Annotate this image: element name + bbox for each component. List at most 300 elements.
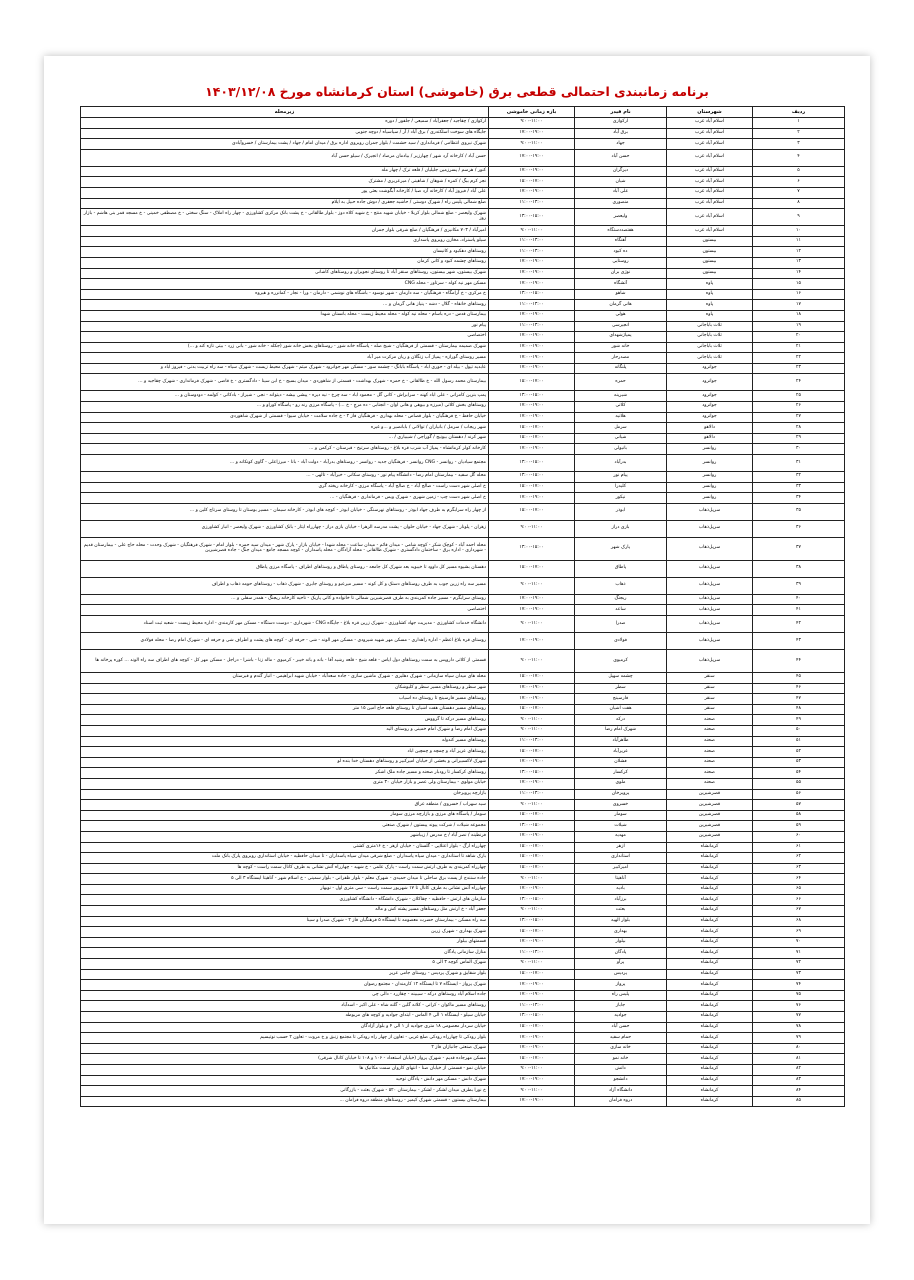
table-row	[81, 683, 845, 694]
row-number-cell: ۳۸	[753, 560, 845, 577]
time-cell: ۱۱:۰۰-۱۳:۰۰	[489, 736, 575, 747]
zone-cell: روستاهای مسیر فارسینج تا روستای ده اسیاب	[81, 694, 489, 705]
feeder-cell: هانی گرمان	[575, 300, 667, 311]
zone-cell: مسیر روستای گورازه - پمپاژ آب زنگلان و ریان مرکزت میر آباد	[81, 353, 489, 364]
zone-cell: ضلع شمالی پلیس راه / شهرک دوستی / حاشیه جعفری / دوش جاده حبیل به ایلام	[81, 198, 489, 209]
zone-cell: روستاهای خانقاه - گلال - دشه - پنیاز هانی گرمان و ...	[81, 300, 489, 311]
zone-cell: چهارراه آتش نشانی به طرف کانال تا ۱۷ شهریور سمت راست - سی متری اول - نوبهار	[81, 884, 489, 895]
table-row	[81, 874, 845, 885]
feeder-cell: پیام نور	[575, 472, 667, 483]
zone-cell: شهرک امام رضا و شهرک امام خمینی و روستای الیه	[81, 725, 489, 736]
feeder-cell: سطر	[575, 683, 667, 694]
time-cell: ۱۳:۰۰-۱۵:۰۰	[489, 768, 575, 779]
time-cell: ۱۷:۰۰-۱۹:۰۰	[489, 831, 575, 842]
city-cell: قصرشیرین	[667, 789, 753, 800]
table-row	[81, 187, 845, 198]
outage-schedule-table	[80, 106, 845, 1107]
feeder-cell: آناهیتا	[575, 874, 667, 885]
table-row	[81, 503, 845, 520]
time-cell: ۱۷:۰۰-۱۹:۰۰	[489, 279, 575, 290]
zone-cell: چهارراه ارگ - بلوار اعتلاپی - گلستان - خیابان ازهر - خ ۱۶متری کشتی	[81, 842, 489, 853]
feeder-cell: بیلوار	[575, 937, 667, 948]
row-number-cell: ۲۰	[753, 332, 845, 343]
page-title: برنامه زمانبندی احتمالی قطعی برق (خاموشی) استان کرمانشاه مورخ ۱۴۰۳/۱۲/۰۸	[205, 84, 709, 99]
feeder-cell: بازی دراز	[575, 520, 667, 537]
zone-cell: جعفر آباد - خ ارتش مثل روستاهای مسیر پشته کش و ماله	[81, 906, 489, 917]
city-cell: ثلاث باباجانی	[667, 332, 753, 343]
time-cell: ۱۱:۰۰-۱۳:۰۰	[489, 321, 575, 332]
zone-cell: بیمارستان محمد رسول الله - خ طالقانی - خ حمزه - شهرک بهداشت - قسمتی از شاهوردی - میدان بسیج - خ ابن سینا - دادگستری - خ قاضی - شهرک فرمانداری - شهرک چقاجید و ...	[81, 374, 489, 391]
zone-cell: روستاهای دهکبود و کانیسان	[81, 247, 489, 258]
table-row	[81, 895, 845, 906]
table-row	[81, 594, 845, 605]
table-row	[81, 1022, 845, 1033]
table-row	[81, 363, 845, 374]
zone-cell: جاده اسلام آباد روستاهای درکه - سیبینه - چقازرد - دالی چی	[81, 990, 489, 1001]
table-row	[81, 650, 845, 673]
city-cell: کرمانشاه	[667, 937, 753, 948]
table-row	[81, 768, 845, 779]
feeder-cell: جهاد	[575, 139, 667, 150]
zone-cell: قسمتی از کلاتی داروپس به سمت روستاهای دول ایاس - قلعه شیخ - قلعه رشید آقا - بانه و بانه خیبر - کرمیوی - ماله زنا - باشرا - دراجل - مسکن مهر کل - کوچه های اطراف سه راه الوند ... کوره پزخانه ها	[81, 650, 489, 673]
table-row	[81, 1054, 845, 1065]
feeder-cell: بانیولی	[575, 444, 667, 455]
city-cell: صحنه	[667, 757, 753, 768]
feeder-cell: فارسینج	[575, 694, 667, 705]
zone-cell: خیابان سردار معصومی ۱۸ متری جوادیه از ۱ الی ۴ و بلوار آزادگان	[81, 1022, 489, 1033]
zone-cell: جایگاه های سوخت اسلکندری / برق آباد / آر / سیاسیاه / دوچه جنوبی	[81, 128, 489, 139]
table-row	[81, 482, 845, 493]
time-cell: ۱۳:۰۰-۱۵:۰۰	[489, 821, 575, 832]
row-number-cell: ۴	[753, 149, 845, 166]
time-cell: ۱۵:۰۰-۱۷:۰۰	[489, 747, 575, 758]
row-number-cell: ۱۳	[753, 257, 845, 268]
row-number-cell: ۱۲	[753, 247, 845, 258]
city-cell: کرمانشاه	[667, 1075, 753, 1086]
row-number-cell: ۲۳	[753, 363, 845, 374]
city-cell: کرمانشاه	[667, 1033, 753, 1044]
feeder-cell: سرمل	[575, 423, 667, 434]
city-cell: روانسر	[667, 493, 753, 504]
zone-cell: خیابان حافظ - خ فرهنگیان - بلوار قصاص - محله بهداری - فرهنگیان فاز ۲ - خ جاده سلامت - خیابان سیوا - قسمتی از شهرک شاهوردی	[81, 412, 489, 423]
feeder-cell: دروه فرامان	[575, 1096, 667, 1107]
city-cell: دالاهو	[667, 423, 753, 434]
row-number-cell: ۶۵	[753, 884, 845, 895]
city-cell: قصرشیرین	[667, 800, 753, 811]
city-cell: کرمانشاه	[667, 959, 753, 970]
row-number-cell: ۱۰	[753, 226, 845, 237]
feeder-cell: انجیرسی	[575, 321, 667, 332]
row-number-cell: ۵۳	[753, 757, 845, 768]
feeder-cell: عزیزآباد	[575, 747, 667, 758]
row-number-cell: ۵۱	[753, 736, 845, 747]
city-cell: کرمانشاه	[667, 1086, 753, 1097]
city-cell: جوانرود	[667, 402, 753, 413]
feeder-cell: نیکور	[575, 493, 667, 504]
city-cell: اسلام آباد غرب	[667, 149, 753, 166]
zone-cell: عابدیه تپول - بیله ای - حوری اباد - پاسگاه بابانگ - چشمه سور - مسکن مهر جوانرود - شهرک میثم - شهرک محیط زیست - شهرک سیاه - سه راه تربیت بدنی - فیروز اباد و	[81, 363, 489, 374]
table-row	[81, 577, 845, 594]
table-row	[81, 455, 845, 472]
zone-cell: شهرک پرواز - ایستگاه ۷ تا ایستگاه ۱۲ کارمندان - مجتمع رضوان	[81, 980, 489, 991]
row-number-cell: ۳۵	[753, 503, 845, 520]
zone-cell: شهرک الماس کوچه ۳ الی ۵	[81, 959, 489, 970]
table-row	[81, 694, 845, 705]
time-cell: ۹:۰۰-۱۱:۰۰	[489, 118, 575, 129]
time-cell: ۱۱:۰۰-۱۳:۰۰	[489, 300, 575, 311]
row-number-cell: ۶۴	[753, 874, 845, 885]
row-number-cell: ۶	[753, 177, 845, 188]
feeder-cell: هلانیه	[575, 412, 667, 423]
table-row	[81, 927, 845, 938]
row-number-cell: ۲۲	[753, 353, 845, 364]
table-row	[81, 321, 845, 332]
city-cell: اسلام آباد غرب	[667, 128, 753, 139]
city-cell: صحنه	[667, 715, 753, 726]
outage-schedule-table-wrapper	[80, 106, 844, 1107]
feeder-cell: شیانی	[575, 433, 667, 444]
table-row	[81, 353, 845, 364]
table-row	[81, 236, 845, 247]
city-cell: جوانرود	[667, 374, 753, 391]
time-cell: ۱۷:۰۰-۱۹:۰۰	[489, 1096, 575, 1107]
zone-cell: مجتمع سیادیان - روانسر - CNG روانسر - فرهنگیان جدید - روانسر - روستاهای بدرآباد - دولت آباد - بانا - میرزاعلی - گاوی کونکانه و ...	[81, 455, 489, 472]
feeder-cell: هفتصددستگاه	[575, 226, 667, 237]
time-cell: ۱۷:۰۰-۱۹:۰۰	[489, 694, 575, 705]
row-number-cell: ۸۳	[753, 1075, 845, 1086]
city-cell: کرمانشاه	[667, 906, 753, 917]
zone-cell: سیلو پاسنراد، مخازن روبروی پاسداری	[81, 236, 489, 247]
time-cell: ۱۳:۰۰-۱۵:۰۰	[489, 289, 575, 300]
zone-cell: روستاهای مسیر درکه تا گرووس	[81, 715, 489, 726]
city-cell: قصرشیرین	[667, 821, 753, 832]
time-cell: ۱۵:۰۰-۱۷:۰۰	[489, 927, 575, 938]
row-number-cell: ۳	[753, 139, 845, 150]
table-row	[81, 605, 845, 616]
feeder-cell: امیرکبیر	[575, 863, 667, 874]
row-number-cell: ۳۹	[753, 577, 845, 594]
time-cell: ۹:۰۰-۱۱:۰۰	[489, 616, 575, 633]
zone-cell: پمپ بنزین کامرانی - علی اباد کهنه - سرابراش - کانی گل - محمود اباد - سه چرخ - نیه دیره - پیشی بیشه - دیتوانه - نجی - شیراز - بادکاتی - کولمه - دودوستان و ...	[81, 391, 489, 402]
table-row	[81, 342, 845, 353]
city-cell: کرمانشاه	[667, 948, 753, 959]
city-cell: اسلام آباد غرب	[667, 198, 753, 209]
city-cell: کرمانشاه	[667, 874, 753, 885]
time-cell: ۹:۰۰-۱۱:۰۰	[489, 725, 575, 736]
feeder-cell: هفت اشیان	[575, 704, 667, 715]
zone-cell: بازارچه پرویزخان	[81, 789, 489, 800]
feeder-cell: ذهاب	[575, 577, 667, 594]
feeder-cell: پرواز	[575, 980, 667, 991]
table-row	[81, 433, 845, 444]
time-cell: ۹:۰۰-۱۱:۰۰	[489, 226, 575, 237]
city-cell: سنقر	[667, 673, 753, 684]
row-number-cell: ۷۶	[753, 1001, 845, 1012]
zone-cell: بلوار رودکی تا چهارراه رودکی ضلع غربی - تعاون از چهار راه رودکی تا مجتمع زنبق و خ مروت - تعاون ۲ حسب نوتیسیم	[81, 1033, 489, 1044]
feeder-cell: پلیس راه	[575, 990, 667, 1001]
table-row	[81, 1043, 845, 1054]
feeder-cell: حمزه	[575, 374, 667, 391]
row-number-cell: ۴۶	[753, 683, 845, 694]
table-row	[81, 1012, 845, 1023]
row-number-cell: ۶۸	[753, 916, 845, 927]
row-number-cell: ۳۶	[753, 520, 845, 537]
zone-cell: روستاهای بخش کلاتی (میرزه و بیوهی و هانی اوان - انجنابی - ده مرچ - خ ...) - پاسگاه مرزی رنه رو - پاسگاه کوراو و ...	[81, 402, 489, 413]
time-cell: ۹:۰۰-۱۱:۰۰	[489, 577, 575, 594]
table-row	[81, 789, 845, 800]
row-number-cell: ۶۷	[753, 906, 845, 917]
table-row	[81, 166, 845, 177]
feeder-cell: پرویزخان	[575, 789, 667, 800]
feeder-cell: بادیه	[575, 884, 667, 895]
feeder-cell: ارکوازی	[575, 118, 667, 129]
table-row	[81, 906, 845, 917]
time-cell: ۱۵:۰۰-۱۷:۰۰	[489, 842, 575, 853]
city-cell: صحنه	[667, 768, 753, 779]
time-cell: ۹:۰۰-۱۱:۰۰	[489, 906, 575, 917]
feeder-cell: ساعد	[575, 605, 667, 616]
feeder-cell: حسن آباد	[575, 149, 667, 166]
city-cell: اسلام آباد غرب	[667, 177, 753, 188]
zone-cell: محله های میدان سپاه سازمانی - شهرک دهلیزی - شهرک ماشین سازی - جاده سعدآباد - خیابان شهید ابراهیمی - انبار گندم و قبرستان	[81, 673, 489, 684]
zone-cell: چهارراه کمربندی به طرف ارتش سمت راست - پارک علمی - خ شهید - چهارراه آتش نشانی به طرف کانال سمت راست - کوچه ها	[81, 863, 489, 874]
table-row	[81, 633, 845, 650]
time-cell: ۱۷:۰۰-۱۹:۰۰	[489, 594, 575, 605]
row-number-cell: ۴۵	[753, 673, 845, 684]
time-cell: ۱۷:۰۰-۱۹:۰۰	[489, 412, 575, 423]
zone-cell: روستاهای مسیر کندوله	[81, 736, 489, 747]
row-number-cell: ۵۵	[753, 778, 845, 789]
feeder-cell: مهدیه	[575, 831, 667, 842]
time-cell: ۱۷:۰۰-۱۹:۰۰	[489, 778, 575, 789]
zone-cell: روستاهای عزیز آباد و چمچه و چمچین اباد	[81, 747, 489, 758]
city-cell: کرمانشاه	[667, 842, 753, 853]
time-cell: ۱۷:۰۰-۱۹:۰۰	[489, 683, 575, 694]
feeder-cell: دیزگران	[575, 166, 667, 177]
table-row	[81, 423, 845, 434]
table-row	[81, 332, 845, 343]
zone-cell: مسکن مهر نیه کوله - سرتاور - محله CNG	[81, 279, 489, 290]
feeder-cell: دانشجو	[575, 1075, 667, 1086]
city-cell: صحنه	[667, 747, 753, 758]
city-cell: ثلاث باباجانی	[667, 321, 753, 332]
row-number-cell: ۱۵	[753, 279, 845, 290]
table-row	[81, 374, 845, 391]
row-number-cell: ۵۶	[753, 789, 845, 800]
feeder-cell: بهداری	[575, 927, 667, 938]
time-cell: ۱۷:۰۰-۱۹:۰۰	[489, 1043, 575, 1054]
zone-cell: شهرک صنعتی جانبازان فاز ۲	[81, 1043, 489, 1054]
time-cell: ۱۵:۰۰-۱۷:۰۰	[489, 1054, 575, 1065]
feeder-cell: خانه سازی	[575, 1043, 667, 1054]
time-cell: ۹:۰۰-۱۱:۰۰	[489, 520, 575, 537]
city-cell: کرمانشاه	[667, 1096, 753, 1107]
table-row	[81, 493, 845, 504]
row-number-cell: ۲۸	[753, 423, 845, 434]
city-cell: سرپل‌ذهاب	[667, 560, 753, 577]
feeder-cell: پارک شهر	[575, 537, 667, 560]
city-cell: صحنه	[667, 778, 753, 789]
table-row	[81, 810, 845, 821]
time-cell: ۱۷:۰۰-۱۹:۰۰	[489, 332, 575, 343]
table-row	[81, 1064, 845, 1075]
table-row	[81, 177, 845, 188]
row-number-cell: ۳۳	[753, 482, 845, 493]
row-number-cell: ۱۷	[753, 300, 845, 311]
city-cell: ثلاث باباجانی	[667, 353, 753, 364]
city-cell: صحنه	[667, 736, 753, 747]
zone-cell: شهرک بهداری - شهرک زرین	[81, 927, 489, 938]
row-number-cell: ۵۰	[753, 725, 845, 736]
table-row	[81, 444, 845, 455]
city-cell: سرپل‌ذهاب	[667, 650, 753, 673]
feeder-cell: دانشگاه آزاد	[575, 1086, 667, 1097]
city-cell: اسلام آباد غرب	[667, 118, 753, 129]
row-number-cell: ۸۱	[753, 1054, 845, 1065]
feeder-cell: سومار	[575, 810, 667, 821]
zone-cell: حسن آباد / کارخانه آرد شهر / چهارزبر / بیادمان مرصاد / انجیرک / سیلو حسن آباد	[81, 149, 489, 166]
city-cell: روانسر	[667, 482, 753, 493]
city-cell: پاوه	[667, 300, 753, 311]
feeder-cell: خسروی	[575, 800, 667, 811]
time-cell: ۹:۰۰-۱۱:۰۰	[489, 650, 575, 673]
table-row	[81, 391, 845, 402]
table-row	[81, 616, 845, 633]
time-cell: ۹:۰۰-۱۱:۰۰	[489, 874, 575, 885]
table-row	[81, 402, 845, 413]
feeder-cell: ابوذر	[575, 503, 667, 520]
table-row	[81, 969, 845, 980]
row-number-cell: ۵۷	[753, 800, 845, 811]
city-cell: اسلام آباد غرب	[667, 187, 753, 198]
feeder-cell: شاهو	[575, 289, 667, 300]
zone-cell: اختصاصی	[81, 332, 489, 343]
time-cell: ۱۱:۰۰-۱۳:۰۰	[489, 236, 575, 247]
time-cell: ۱۷:۰۰-۱۹:۰۰	[489, 268, 575, 279]
row-number-cell: ۵۴	[753, 768, 845, 779]
zone-cell: شهرک نیروی انتظامی / فرمانداری / سید حشمت / بلوار جمران روبروی اداره برق / میدان امام / جهاد / پشت بیمارستان / خسروآبادی	[81, 139, 489, 150]
zone-cell: خ اصلی شهر دست چپ - زمین شهری - شهرک ویس - فرمانداری - فرهنگیان - ...	[81, 493, 489, 504]
city-cell: پاوه	[667, 289, 753, 300]
city-cell: دالاهو	[667, 433, 753, 444]
time-cell: ۹:۰۰-۱۱:۰۰	[489, 1086, 575, 1097]
time-cell: ۱۷:۰۰-۱۹:۰۰	[489, 353, 575, 364]
zone-cell: خیابان نمو - قسمتی از خیابان صنا - انتهای کاروان سمت مکانیک ها	[81, 1064, 489, 1075]
time-cell: ۱۵:۰۰-۱۷:۰۰	[489, 969, 575, 980]
row-number-cell: ۱	[753, 118, 845, 129]
time-cell: ۱۳:۰۰-۱۵:۰۰	[489, 916, 575, 927]
row-number-cell: ۷۷	[753, 1012, 845, 1023]
city-cell: کرمانشاه	[667, 1043, 753, 1054]
table-row	[81, 980, 845, 991]
time-cell: ۱۱:۰۰-۱۳:۰۰	[489, 789, 575, 800]
zone-cell: شهرک دانش - مسکن مهر دانش - پادگان توحید	[81, 1075, 489, 1086]
time-cell: ۱۷:۰۰-۱۹:۰۰	[489, 493, 575, 504]
city-cell: ثلاث باباجانی	[667, 342, 753, 353]
header-city: شهرستان	[667, 107, 753, 118]
time-cell: ۱۱:۰۰-۱۳:۰۰	[489, 198, 575, 209]
row-number-cell: ۷۰	[753, 937, 845, 948]
table-row	[81, 725, 845, 736]
time-cell: ۱۵:۰۰-۱۷:۰۰	[489, 423, 575, 434]
feeder-cell: بلوار الهیه	[575, 916, 667, 927]
row-number-cell: ۲	[753, 128, 845, 139]
row-number-cell: ۱۴	[753, 268, 845, 279]
city-cell: بیستون	[667, 268, 753, 279]
row-number-cell: ۳۱	[753, 455, 845, 472]
zone-cell: سازمان های ارتش - حافظیه - چقاکلان - شهرک دانشگاه - دانشگاه کشاورزی	[81, 895, 489, 906]
time-cell: ۱۷:۰۰-۱۹:۰۰	[489, 257, 575, 268]
feeder-cell: علی آباد	[575, 187, 667, 198]
city-cell: کرمانشاه	[667, 1054, 753, 1065]
table-row	[81, 916, 845, 927]
row-number-cell: ۶۰	[753, 831, 845, 842]
table-row	[81, 937, 845, 948]
time-cell: ۹:۰۰-۱۱:۰۰	[489, 139, 575, 150]
zone-cell: شهر سطر و روستاهای مسیر سطر و کلیوشکان	[81, 683, 489, 694]
row-number-cell: ۷۴	[753, 980, 845, 991]
time-cell: ۱۵:۰۰-۱۷:۰۰	[489, 1022, 575, 1033]
zone-cell: فرنطینه / نصر آباد / خ مدرس / زیباشهر	[81, 831, 489, 842]
table-row	[81, 842, 845, 853]
row-number-cell: ۷	[753, 187, 845, 198]
time-cell: ۱۷:۰۰-۱۹:۰۰	[489, 310, 575, 321]
row-number-cell: ۱۹	[753, 321, 845, 332]
feeder-cell: بدرآباد	[575, 455, 667, 472]
time-cell: ۱۷:۰۰-۱۹:۰۰	[489, 402, 575, 413]
time-cell: ۱۱:۰۰-۱۳:۰۰	[489, 948, 575, 959]
table-row	[81, 118, 845, 129]
table-row	[81, 257, 845, 268]
zone-cell: مسیر سه راه زرین جوب به طرف روستاهای دستک و کل کوند - مسیر میرعبو و روستای جابری - شهرک ذهاب - روستاهای حومه ذهاب و اطراف	[81, 577, 489, 594]
zone-cell: کارخانه کولر کرمانشاه - پمپاژ آب شرب قره بلاغ - روستاهای سرتیخ - قبرستان - کرکمن و ...	[81, 444, 489, 455]
feeder-cell: فولادی	[575, 633, 667, 650]
header-time: بازه زمانی خاموشی	[489, 107, 575, 118]
row-number-cell: ۱۶	[753, 289, 845, 300]
row-number-cell: ۴۱	[753, 605, 845, 616]
zone-cell: روستاهای چشمه کبود و کانی کرمان	[81, 257, 489, 268]
row-number-cell: ۲۷	[753, 412, 845, 423]
city-cell: کرمانشاه	[667, 884, 753, 895]
feeder-cell: برزآباد	[575, 895, 667, 906]
time-cell: ۱۵:۰۰-۱۷:۰۰	[489, 863, 575, 874]
header-feeder: نام فیدر	[575, 107, 667, 118]
feeder-cell: بعثت	[575, 906, 667, 917]
zone-cell: منازل سازمانی پادگان	[81, 948, 489, 959]
city-cell: روانسر	[667, 455, 753, 472]
city-cell: اسلام آباد غرب	[667, 226, 753, 237]
time-cell: ۱۵:۰۰-۱۷:۰۰	[489, 853, 575, 864]
table-row	[81, 268, 845, 279]
city-cell: پاوه	[667, 310, 753, 321]
city-cell: کرمانشاه	[667, 1012, 753, 1023]
zone-cell: روستای قره بلاغ اعظم - اداره راهداری - مسکن مهر شهید شیرودی - مسکن مهر الوند - شی - حرفه ای - کوچه های پشت و اطراف شی و حرفه ای - شهرک امام رضا - محله فولادی	[81, 633, 489, 650]
zone-cell: روستاهای مسیر ماکوان - کرانی - کلانه گلین - گلنه شاه - علی اکبر - اسدآباد	[81, 1001, 489, 1012]
feeder-cell: پاطاق	[575, 560, 667, 577]
table-row	[81, 821, 845, 832]
row-number-cell: ۹	[753, 209, 845, 226]
feeder-cell: آهنگاه	[575, 236, 667, 247]
row-number-cell: ۷۸	[753, 1022, 845, 1033]
table-row	[81, 959, 845, 970]
table-header-row	[81, 107, 845, 118]
table-row	[81, 279, 845, 290]
feeder-cell: خانه شور	[575, 342, 667, 353]
feeder-cell: خانه نمو	[575, 1054, 667, 1065]
zone-cell: دهستان بشیوه مسیر کل داوود تا خیبوید بعد شهرک کل جامعه - روستای پاطاق و روستاهای اطراف - پاسگاه مرزی پاطاق	[81, 560, 489, 577]
city-cell: کرمانشاه	[667, 1001, 753, 1012]
header-zone: زیرمحله	[81, 107, 489, 118]
